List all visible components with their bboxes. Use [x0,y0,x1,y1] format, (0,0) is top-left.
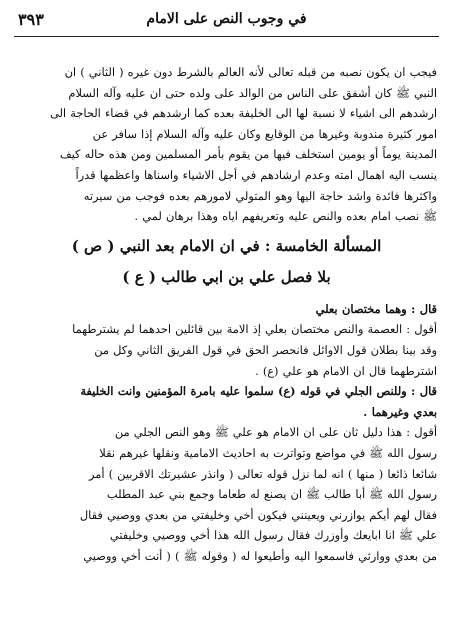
text-line: شائعا ذائعا ( منها ) انه لما نزل قوله تعالى ( وانذر عشيرتك الاقربين ) أمر [88,466,437,481]
text-line: علي ﷺ انا ابايعك وأوزرك فقال رسول الله هذا أخي ووصيي وخليفتي [109,528,437,543]
text-line: فيجب ان يكون نصبه من قبله تعالى لأنه العالم بالشرط دون غيره ( الثاني ) ان [64,65,437,79]
statement-2 [16,381,437,422]
text-line: قال : وللنص الجلي في قوله (ع) سلموا عليه بامرة المؤمنين وانت الخليفة [80,384,437,399]
text-line: قال : وهما مختصان بعلي [315,301,437,316]
text-line: واكثرها فائدة واشد حاجة اليها وهو المتولي لامورهم بعده فوجب من سيرته [83,188,437,203]
commentary-2 [16,422,437,566]
text-line: امور كثيرة مندوبة وغيرها من الوقايع وكان عليه وآله السلام إذا سافر عن [92,126,437,141]
text-line: اشترطهما قال ان الامام هو علي (ع) . [255,363,437,378]
text-line: ارشدهم الى اشياء لا نسبة لها الى الخليفة بعده كما ارشدهم في قضاء الحاجة الى [49,106,437,121]
section-title: المسألة الخامسة : في ان الامام بعد النبي ( ص ) [71,236,382,255]
text-line: بعدي وغيرهما . [363,404,437,419]
section-subtitle: بلا فصل علي بن ابي طالب ( ع ) [122,267,331,286]
text-line: ﷺ نصب امام بعده والنص عليه وتعريفهم اياه وهذا برهان لمي . [134,209,437,224]
running-title: في وجوب النص على الامام [146,11,307,27]
text-line: فقال لهم أيكم يوازرني ويعينني فيكون أخي وخليفتي من بعدي ووصيي فقال [79,507,437,522]
page-header [14,6,439,37]
page-number: ٣٩٣ [18,10,44,29]
intro-paragraph [16,62,437,227]
commentary-1 [16,319,437,381]
text-line: رسول الله ﷺ أبا طالب ﷺ ان يصنع له طعاما وجمع بني عبد المطلب [106,487,437,502]
text-line: النبي ﷺ كان أشفق على الناس من الوالد على ولده حتى ان عليه وآله السلام [68,85,437,100]
text-line: ينسب اليه اهمال امته وعدم ارشادهم في أجل الاشياء واسناها واعظمها قدراً [75,167,437,182]
text-line: وقد بينا بطلان قول الاوائل فانحصر الحق في قول الفريق الثاني وكل من [94,342,437,357]
text-line: من بعدي ووارثي فاسمعوا اليه وأطيعوا له ( وقوله ﷺ ) ( أنت أخي ووصيي [83,548,437,563]
page-body [16,62,437,566]
text-line: المدينة يوماً أو يومين استخلف فيها من يقوم بأمر المسلمين ومن هذه حاله كيف [59,147,437,162]
text-line: أقول : العصمة والنص مختصان بعلي إذ الامة بين قائلين احدهما لم يشترطهما [72,322,437,337]
text-line: رسول الله ﷺ في مواضع وتواترت به احاديث الامامية ونقلها غيرهم نقلا [99,445,437,460]
statement-1 [16,299,437,320]
text-line: أقول : هذا دليل ثان على ان الامام هو علي ﷺ وهو النص الجلي من [114,425,437,440]
